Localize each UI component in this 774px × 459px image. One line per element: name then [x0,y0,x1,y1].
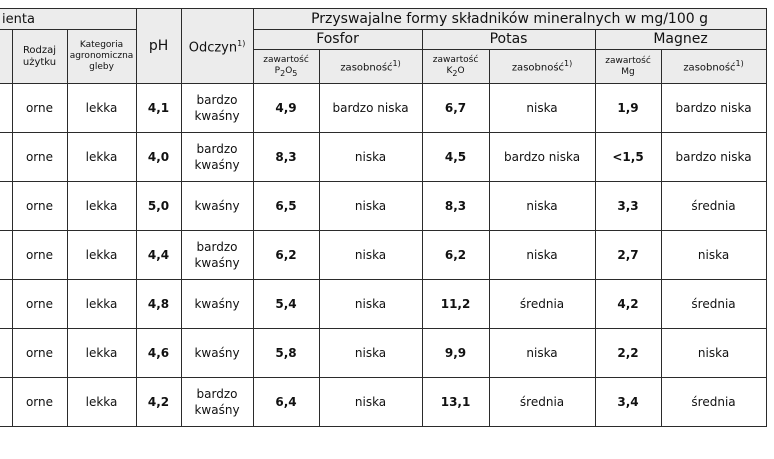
cell-fosfor-zawartosc: 4,9 [253,84,319,133]
cell-ph: 4,2 [136,378,181,427]
cell-ph: 4,6 [136,329,181,378]
cell-magnez-zawartosc: 3,3 [595,182,661,231]
header-p2o5 [253,50,319,84]
row-marker [0,378,12,427]
zas-footnote: 1) [564,59,573,69]
cell-fosfor-zasobnosc: niska [319,280,422,329]
table-row [0,84,766,133]
header-potas: Potas [422,30,595,50]
cell-potas-zasobnosc: niska [489,84,595,133]
header-mg-zasobnosc [661,50,766,84]
p-sub: 2 [280,68,286,78]
cell-magnez-zawartosc: 2,7 [595,231,661,280]
header-p-zasobnosc [319,50,422,84]
cell-magnez-zawartosc: <1,5 [595,133,661,182]
table-row [0,182,766,231]
table-row [0,231,766,280]
cell-magnez-zasobnosc: średnia [661,378,766,427]
cell-ph: 5,0 [136,182,181,231]
cell-fosfor-zasobnosc: niska [319,329,422,378]
cell-kategoria: lekka [67,280,136,329]
mg-symbol: Mg [621,66,635,77]
cell-kategoria: lekka [67,182,136,231]
zaw-label: zawartość [263,54,309,65]
cell-fosfor-zawartosc: 6,5 [253,182,319,231]
cell-fosfor-zasobnosc: niska [319,231,422,280]
cell-rodzaj: orne [12,182,67,231]
cell-magnez-zasobnosc: niska [661,329,766,378]
cell-potas-zawartosc: 8,3 [422,182,489,231]
cell-odczyn: kwaśny [181,329,253,378]
table-row [0,329,766,378]
cell-magnez-zawartosc: 2,2 [595,329,661,378]
zaw-label: zawartość [432,54,479,65]
cell-potas-zasobnosc: niska [489,231,595,280]
header-odczyn-footnote: 1) [237,39,246,49]
cell-rodzaj: orne [12,84,67,133]
cell-odczyn: bardzo kwaśny [181,231,253,280]
zas-footnote: 1) [392,59,401,69]
cell-ph: 4,4 [136,231,181,280]
cell-fosfor-zasobnosc: niska [319,133,422,182]
cell-magnez-zawartosc: 1,9 [595,84,661,133]
zaw-label: zawartość [605,55,651,66]
header-magnez: Magnez [595,30,766,50]
k-symbol: K [446,65,453,76]
header-ph: pH [136,9,181,84]
cell-odczyn: bardzo kwaśny [181,133,253,182]
cell-odczyn: kwaśny [181,280,253,329]
cell-magnez-zasobnosc: niska [661,231,766,280]
zas-label: zasobność [511,62,565,74]
k-sub: 2 [452,68,458,78]
cell-potas-zawartosc: 13,1 [422,378,489,427]
header-odczyn-text: Odczyn [188,40,238,56]
cell-fosfor-zasobnosc: niska [319,378,422,427]
table-row [0,378,766,427]
cell-odczyn: bardzo kwaśny [181,84,253,133]
cell-kategoria: lekka [67,378,136,427]
table-row [0,133,766,182]
p-symbol: P [274,65,281,76]
cell-ph: 4,1 [136,84,181,133]
row-marker [0,182,12,231]
cell-magnez-zasobnosc: średnia [661,182,766,231]
header-main-group: Przyswajalne formy składników mineralnych w mg/100 g [253,9,766,30]
row-marker [0,329,12,378]
cell-potas-zawartosc: 4,5 [422,133,489,182]
cell-fosfor-zawartosc: 5,4 [253,280,319,329]
cell-magnez-zawartosc: 3,4 [595,378,661,427]
header-kategoria: Kategoria agronomiczna gleby [67,30,136,84]
cell-fosfor-zasobnosc: niska [319,182,422,231]
cell-magnez-zasobnosc: średnia [661,280,766,329]
header-k-zasobnosc [489,50,595,84]
cell-ph: 4,8 [136,280,181,329]
cell-potas-zasobnosc: bardzo niska [489,133,595,182]
cell-fosfor-zawartosc: 6,4 [253,378,319,427]
cell-potas-zasobnosc: średnia [489,280,595,329]
cell-fosfor-zawartosc: 6,2 [253,231,319,280]
cell-potas-zasobnosc: niska [489,182,595,231]
cell-kategoria: lekka [67,231,136,280]
row-marker [0,280,12,329]
cell-odczyn: bardzo kwaśny [181,378,253,427]
cell-rodzaj: orne [12,231,67,280]
cell-fosfor-zawartosc: 5,8 [253,329,319,378]
o-symbol: O [285,65,293,76]
cell-rodzaj: orne [12,133,67,182]
cell-magnez-zasobnosc: bardzo niska [661,84,766,133]
header-blank [0,30,12,84]
cell-odczyn: kwaśny [181,182,253,231]
cell-kategoria: lekka [67,84,136,133]
cell-fosfor-zawartosc: 8,3 [253,133,319,182]
header-k2o [422,50,489,84]
cell-kategoria: lekka [67,329,136,378]
cell-potas-zasobnosc: średnia [489,378,595,427]
cell-rodzaj: orne [12,280,67,329]
zas-footnote: 1) [735,59,744,69]
header-mg [595,50,661,84]
cell-kategoria: lekka [67,133,136,182]
o-sub: 5 [292,68,298,78]
cell-magnez-zawartosc: 4,2 [595,280,661,329]
cell-potas-zawartosc: 6,2 [422,231,489,280]
cell-potas-zawartosc: 6,7 [422,84,489,133]
cell-potas-zawartosc: 11,2 [422,280,489,329]
cell-ph: 4,0 [136,133,181,182]
row-marker [0,84,12,133]
cell-rodzaj: orne [12,329,67,378]
k-o-symbol: O [457,65,465,76]
row-marker [0,231,12,280]
soil-analysis-table [0,8,767,427]
cell-fosfor-zasobnosc: bardzo niska [319,84,422,133]
zas-label: zasobność [683,62,736,74]
header-odczyn [181,9,253,84]
cell-potas-zawartosc: 9,9 [422,329,489,378]
row-marker [0,133,12,182]
header-fosfor: Fosfor [253,30,422,50]
zas-label: zasobność [340,62,393,74]
header-rodzaj: Rodzaj użytku [12,30,67,84]
cell-rodzaj: orne [12,378,67,427]
cell-magnez-zasobnosc: bardzo niska [661,133,766,182]
header-left-group: ienta [0,9,136,30]
cell-potas-zasobnosc: niska [489,329,595,378]
table-row [0,280,766,329]
